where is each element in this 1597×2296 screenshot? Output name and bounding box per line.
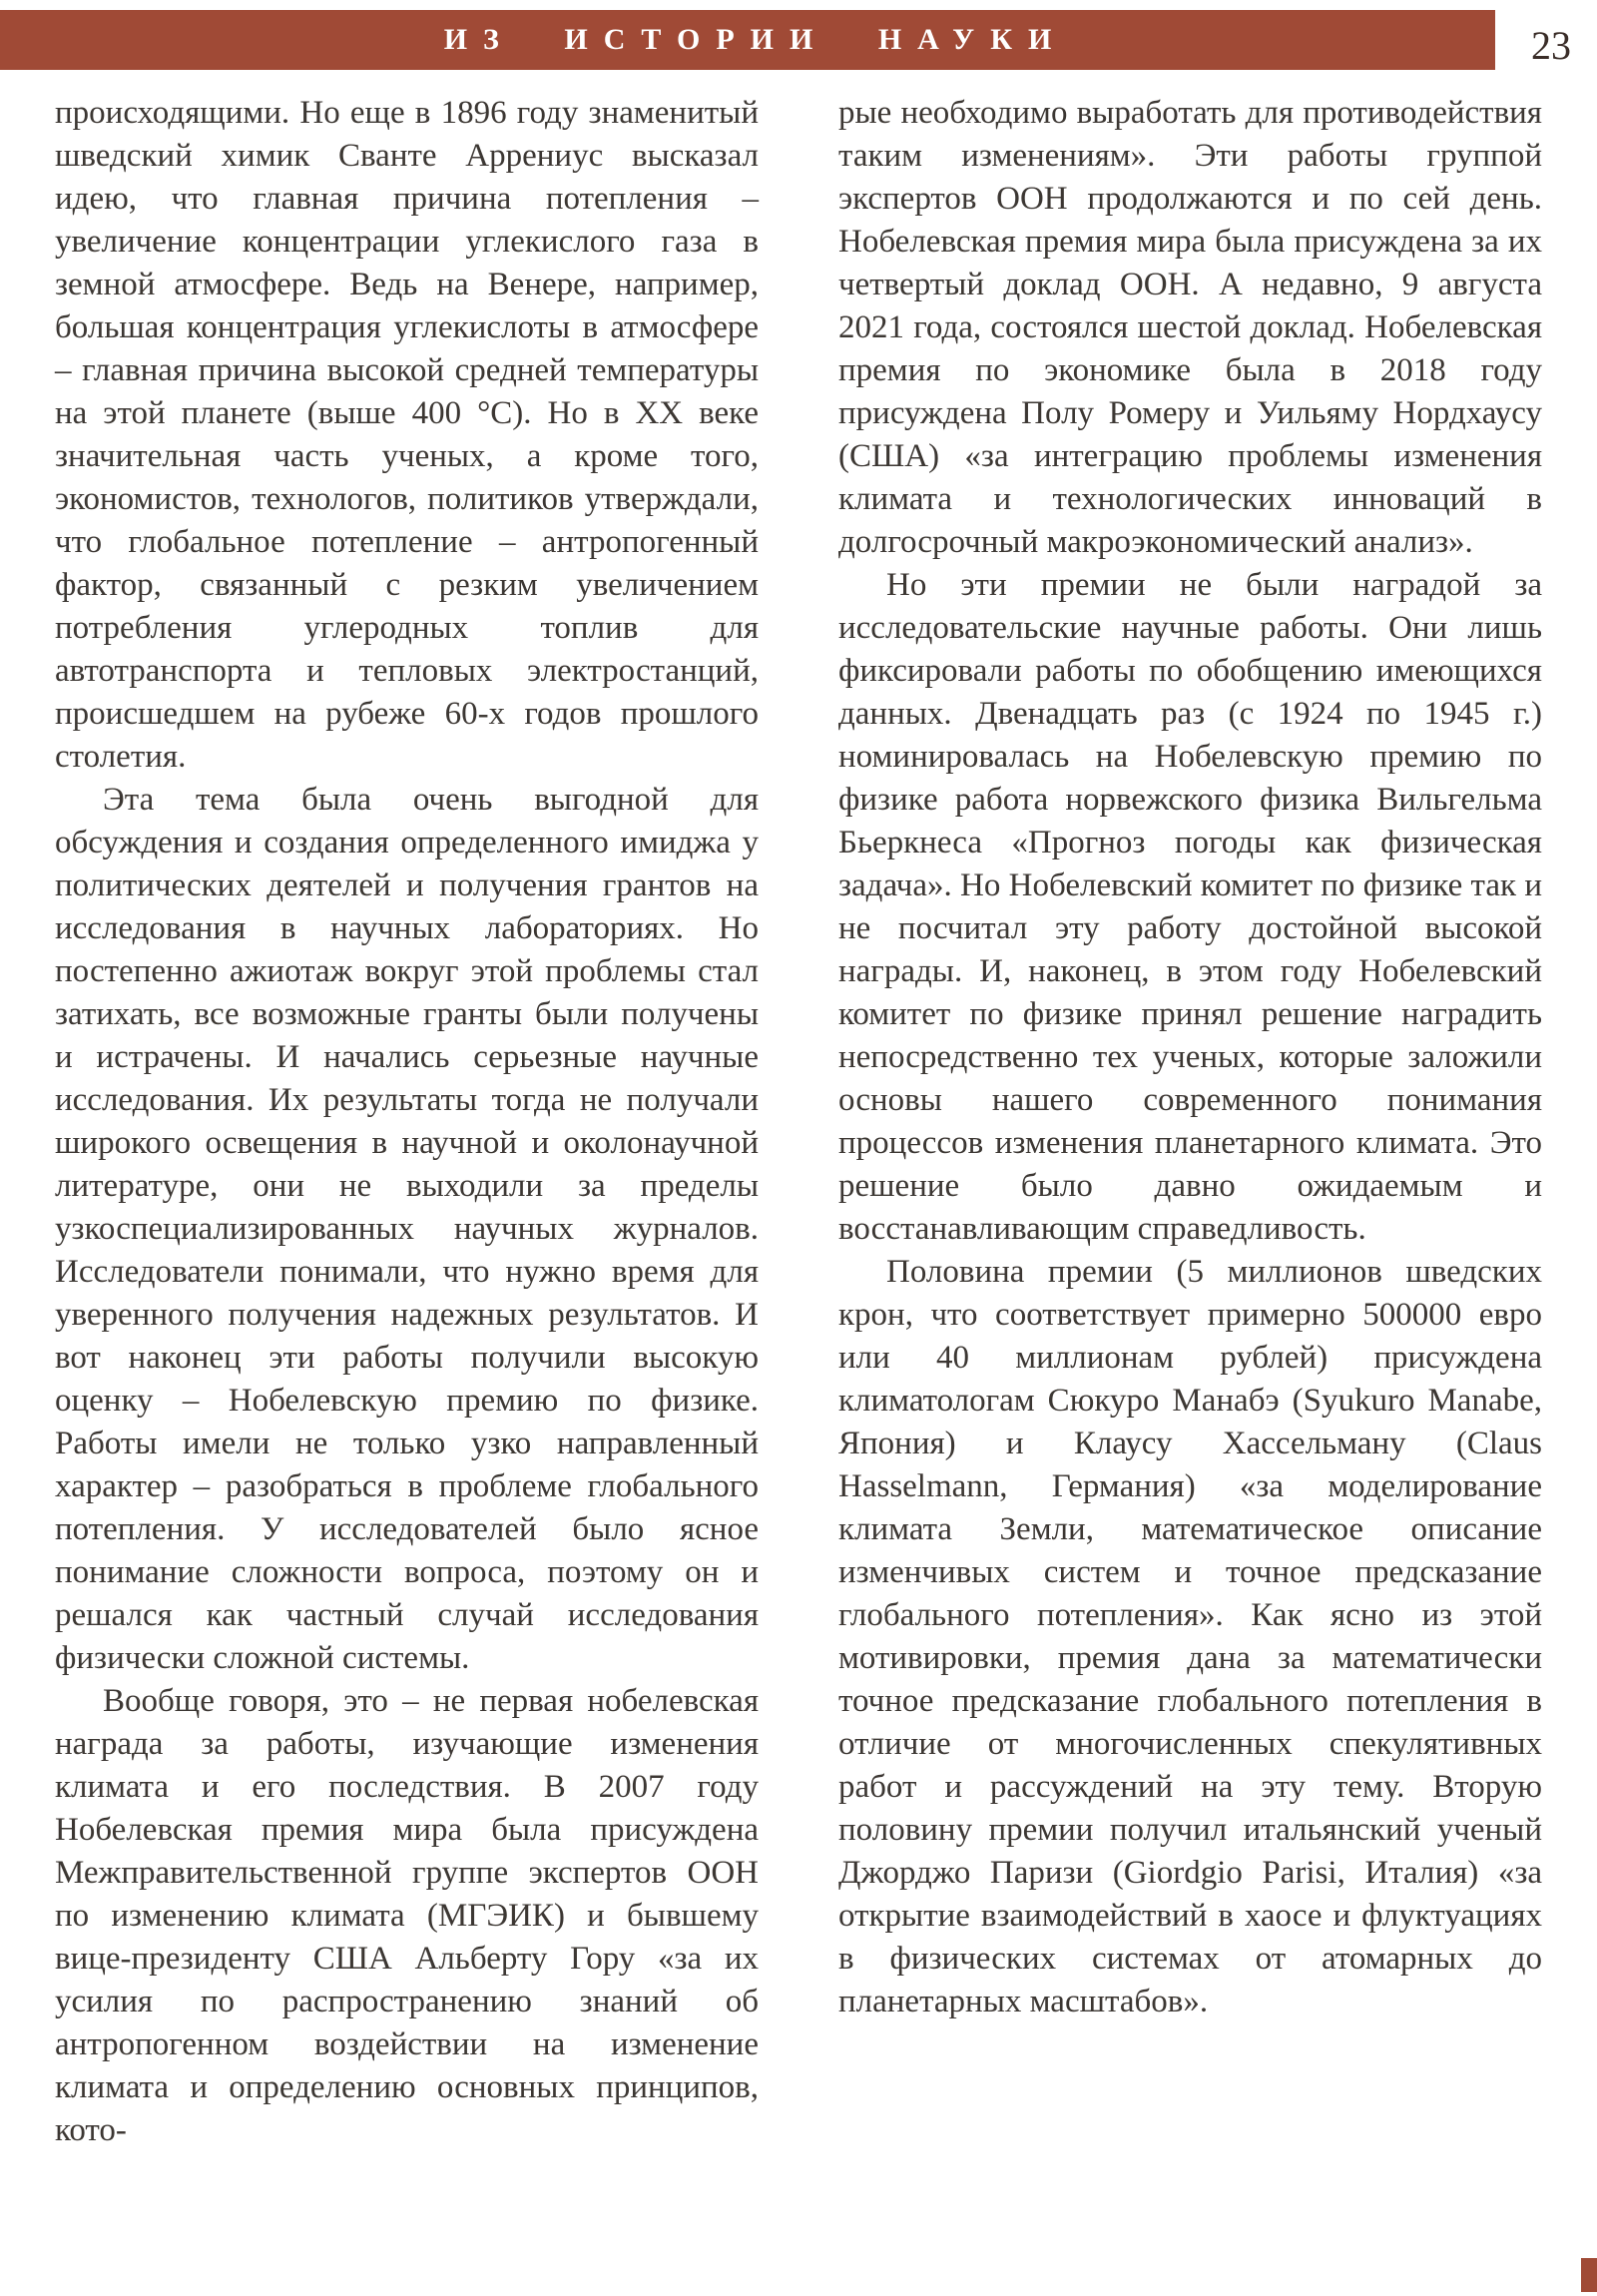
paragraph: Половина премии (5 миллионов шведских крон, что соответствует примерно 500000 евро или 40 миллионам рублей) присуждена климатологам Сюкуро Манабэ (Syukuro Manabe, Япония) и Клаусу Хассельману (Claus Hasselmann, Германия) «за моделирование климата Земли, математическое описание изменчивых систем и точное предсказание глобального потепления». Как ясно из этой мотивировки, премия дана за математически точное предсказание глобального потепления в отличие от многочисленных спекулятивных работ и рассуждений на эту тему. Вторую половину премии получил итальянский ученый Джорджо Паризи (Giordgio Parisi, Италия) «за открытие взаимодействий в хаосе и флуктуациях в физических системах от атомарных до планетарных масштабов». (838, 1254, 1542, 2019)
column-left (55, 92, 759, 2152)
corner-mark (1581, 2258, 1597, 2292)
article-body (55, 92, 1542, 2152)
section-title: ИЗ ИСТОРИИ НАУКИ (443, 23, 1068, 56)
column-right (838, 92, 1542, 2152)
paragraph: Но эти премии не были наградой за исследовательские научные работы. Они лишь фиксировали работы по обобщению имеющихся данных. Двенадцать раз (с 1924 по 1945 г.) номинировалась на Нобелевскую премию по физике работа норвежского физика Вильгельма Бьеркнеса «Прогноз погоды как физическая задача». Но Нобелевский комитет по физике так и не посчитал эту работу достойной высокой награды. И, наконец, в этом году Нобелевский комитет по физике принял решение наградить непосредственно тех ученых, которые заложили основы нашего современного понимания процессов изменения планетарного климата. Это решение было давно ожидаемым и восстанавливающим справедливость. (838, 567, 1542, 1247)
paragraph: рые необходимо выработать для противодействия таким изменениям». Эти работы группой экспертов ООН продолжаются и по сей день. Нобелевская премия мира была присуждена за их четвертый доклад ООН. А недавно, 9 августа 2021 года, состоялся шестой доклад. Нобелевская премия по экономике была в 2018 году присуждена Полу Ромеру и Уильяму Нордхаусу (США) «за интеграцию проблемы изменения климата и технологических инноваций в долгосрочный макроэкономический анализ». (838, 95, 1542, 560)
paragraph: Эта тема была очень выгодной для обсуждения и создания определенного имиджа у политических деятелей и получения грантов на исследования в научных лабораториях. Но постепенно ажиотаж вокруг этой проблемы стал затихать, все возможные гранты были получены и истрачены. И начались серьезные научные исследования. Их результаты тогда не получали широкого освещения в научной и околонаучной литературе, они не выходили за пределы узкоспециализированных научных журналов. Исследователи понимали, что нужно время для уверенного получения надежных результатов. И вот наконец эти работы получили высокую оценку – Нобелевскую премию по физике. Работы имели не только узко направленный характер – разобраться в проблеме глобального потепления. У исследователей было ясное понимание сложности вопроса, поэтому он и решался как частный случай исследования физически сложной системы. (55, 782, 759, 1676)
paragraph: Вообще говоря, это – не первая нобелевская награда за работы, изучающие изменения климата и его последствия. В 2007 году Нобелевская премия мира была присуждена Межправительственной группе экспертов ООН по изменению климата (МГЭИК) и бывшему вице-президенту США Альберту Гору «за их усилия по распространению знаний об антропогенном воздействии на изменение климата и определению основных принципов, кото- (55, 1683, 759, 2148)
page-number: 23 (1531, 23, 1571, 68)
header-bar (0, 10, 1495, 70)
paragraph: происходящими. Но еще в 1896 году знаменитый шведский химик Сванте Аррениус высказал идею, что главная причина потепления – увеличение концентрации углекислого газа в земной атмосфере. Ведь на Венере, например, большая концентрация углекислоты в атмосфере – главная причина высокой средней температуры на этой планете (выше 400 °С). Но в ХХ веке значительная часть ученых, а кроме того, экономистов, технологов, политиков утверждали, что глобальное потепление – антропогенный фактор, связанный с резким увеличением потребления углеродных топлив для автотранспорта и тепловых электростанций, происшедшем на рубеже 60-х годов прошлого столетия. (55, 95, 759, 775)
